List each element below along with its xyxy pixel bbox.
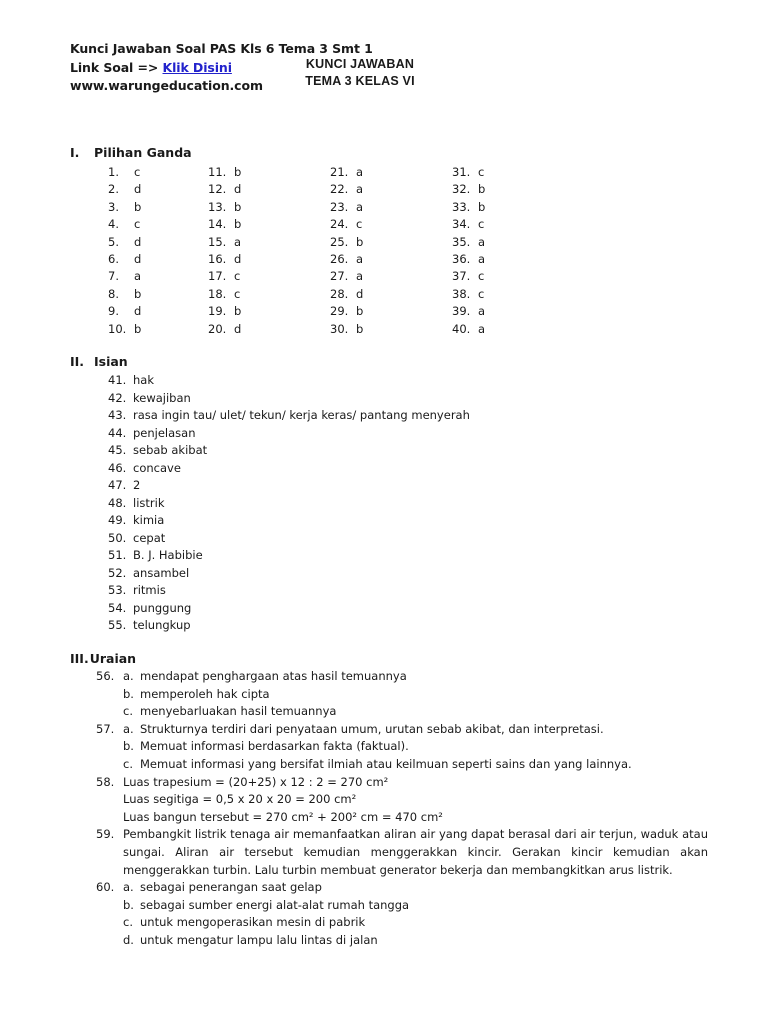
section-label-2: Isian <box>94 354 128 369</box>
answer-value: d <box>134 234 142 249</box>
answer-row <box>108 321 141 338</box>
answer-number: 22. <box>330 182 349 197</box>
answer-number: 1. <box>108 165 119 179</box>
isian-row <box>108 442 708 460</box>
answer-row <box>108 303 141 320</box>
answer-value: b <box>478 182 486 197</box>
isian-number: 41. <box>108 373 127 387</box>
isian-row <box>108 372 708 390</box>
answer-row <box>330 181 363 198</box>
isian-answer-text: kimia <box>133 513 165 527</box>
answer-value: c <box>134 165 141 179</box>
answer-number: 34. <box>452 217 471 232</box>
isian-answer-text: telungkup <box>133 618 191 632</box>
uraian-subitem-label: c. <box>123 756 133 771</box>
answer-row <box>452 251 485 268</box>
uraian-subitem-text: Memuat informasi yang bersifat ilmiah atau keilmuan seperti sains dan yang lainnya. <box>140 756 632 771</box>
answer-row <box>108 234 141 251</box>
uraian-answer-list <box>96 668 708 950</box>
answer-row <box>208 164 241 181</box>
isian-row <box>108 460 708 478</box>
isian-number: 45. <box>108 443 127 457</box>
uraian-subitem-label: d. <box>123 932 134 947</box>
uraian-number: 58. <box>96 774 115 789</box>
answer-value: d <box>234 182 242 197</box>
isian-number: 55. <box>108 618 127 632</box>
uraian-number: 57. <box>96 721 115 736</box>
isian-answer-text: sebab akibat <box>133 443 208 457</box>
isian-answer-text: hak <box>133 373 154 387</box>
answer-number: 37. <box>452 269 471 284</box>
isian-number: 52. <box>108 565 127 580</box>
uraian-subitem-text: Memuat informasi berdasarkan fakta (faktual). <box>140 739 409 754</box>
isian-number: 50. <box>108 530 127 545</box>
uraian-subitem <box>123 756 708 774</box>
isian-row <box>108 425 708 443</box>
uraian-subitem <box>123 879 708 897</box>
answer-column-1 <box>108 164 141 338</box>
answer-value: a <box>356 252 364 267</box>
answer-number: 18. <box>208 286 227 301</box>
uraian-item <box>96 721 708 774</box>
uraian-item <box>96 774 708 827</box>
isian-row <box>108 600 708 618</box>
isian-number: 53. <box>108 583 127 597</box>
answer-value: b <box>134 199 142 214</box>
section-heading-uraian <box>70 651 136 666</box>
answer-value: d <box>134 304 142 319</box>
isian-number: 44. <box>108 425 127 440</box>
isian-row <box>108 390 708 408</box>
answer-number: 20. <box>208 321 227 336</box>
answer-value: d <box>134 182 142 197</box>
answer-row <box>108 268 141 285</box>
answer-row <box>108 286 141 303</box>
answer-number: 38. <box>452 286 471 301</box>
isian-number: 46. <box>108 460 127 475</box>
answer-value: a <box>356 269 364 284</box>
answer-number: 12. <box>208 182 227 197</box>
answer-row <box>330 216 363 233</box>
answer-value: b <box>234 199 242 214</box>
uraian-body <box>123 668 708 721</box>
answer-number: 9. <box>108 304 119 319</box>
isian-number: 49. <box>108 513 127 527</box>
uraian-item <box>96 826 708 879</box>
answer-number: 40. <box>452 321 471 336</box>
isian-answer-text: ritmis <box>133 583 166 597</box>
uraian-subitem-label: a. <box>123 669 134 683</box>
answer-row <box>208 234 241 251</box>
answer-number: 15. <box>208 234 227 249</box>
isian-row <box>108 582 708 600</box>
answer-row <box>330 164 363 181</box>
uraian-paragraph: Pembangkit listrik tenaga air memanfaatkan aliran air yang dapat berasal dari air terjun, waduk atau sungai. Aliran air tersebut kemudian menggerakkan kincir. Gerakan kincir kemudian akan menggerakkan turbin. Lalu turbin membuat generator bekerja dan membangkitkan arus listrik. <box>123 827 708 877</box>
answer-row <box>330 199 363 216</box>
isian-answer-text: concave <box>133 460 181 475</box>
uraian-subitem-label: b. <box>123 739 134 754</box>
answer-number: 32. <box>452 182 471 197</box>
answer-value: a <box>478 321 486 336</box>
answer-value: b <box>356 234 364 249</box>
isian-number: 47. <box>108 478 127 492</box>
uraian-subitem <box>123 703 708 721</box>
uraian-subitem-text: memperoleh hak cipta <box>140 686 270 701</box>
answer-value: a <box>356 165 364 179</box>
isian-row <box>108 495 708 513</box>
uraian-item <box>96 879 708 949</box>
answer-number: 31. <box>452 165 471 179</box>
answer-number: 25. <box>330 234 349 249</box>
answer-column-3 <box>330 164 363 338</box>
uraian-number: 56. <box>96 669 115 683</box>
isian-number: 54. <box>108 600 127 615</box>
answer-row <box>108 181 141 198</box>
isian-answer-text: 2 <box>133 478 141 492</box>
uraian-subitem <box>123 738 708 756</box>
link-prefix-label: Link Soal => <box>70 59 159 75</box>
title-tema-kelas: TEMA 3 KELAS VI <box>305 74 415 88</box>
uraian-subitem-text: untuk mengoperasikan mesin di pabrik <box>140 915 366 930</box>
answer-row <box>208 321 241 338</box>
answer-value: a <box>134 269 142 284</box>
uraian-subitem-text: untuk mengatur lampu lalu lintas di jalan <box>140 932 378 947</box>
answer-value: c <box>478 269 485 284</box>
uraian-subitem-text: sebagai sumber energi alat-alat rumah tangga <box>140 897 410 912</box>
uraian-subitem-label: b. <box>123 686 134 701</box>
uraian-number: 59. <box>96 827 115 842</box>
uraian-subitem-label: c. <box>123 704 133 719</box>
answer-row <box>330 268 363 285</box>
uraian-subitem-text: sebagai penerangan saat gelap <box>140 880 322 895</box>
answer-row <box>208 268 241 285</box>
answer-number: 36. <box>452 252 471 267</box>
document-title-block <box>0 56 720 90</box>
answer-number: 2. <box>108 182 119 197</box>
answer-number: 28. <box>330 286 349 301</box>
uraian-subitem-label: c. <box>123 915 133 930</box>
answer-row <box>208 216 241 233</box>
isian-number: 43. <box>108 408 127 422</box>
answer-value: c <box>134 217 141 232</box>
answer-row <box>208 303 241 320</box>
answer-row <box>208 251 241 268</box>
answer-number: 17. <box>208 269 227 284</box>
answer-row <box>452 181 485 198</box>
answer-value: b <box>478 199 486 214</box>
section-numeral-2: II. <box>70 354 85 369</box>
answer-number: 11. <box>208 165 227 179</box>
answer-value: c <box>234 269 241 284</box>
answer-value: a <box>478 252 486 267</box>
answer-value: a <box>478 304 486 319</box>
answer-number: 7. <box>108 269 119 284</box>
answer-column-4 <box>452 164 485 338</box>
answer-row <box>108 251 141 268</box>
uraian-formula-line: Luas segitiga = 0,5 x 20 x 20 = 200 cm² <box>123 792 357 807</box>
answer-number: 29. <box>330 304 349 319</box>
answer-row <box>330 251 363 268</box>
answer-row <box>452 286 485 303</box>
answer-column-2 <box>208 164 241 338</box>
answer-row <box>208 199 241 216</box>
answer-number: 39. <box>452 304 471 319</box>
answer-value: d <box>356 286 364 301</box>
answer-row <box>452 164 485 181</box>
isian-row <box>108 547 708 565</box>
uraian-subitem <box>123 932 708 950</box>
answer-row <box>452 303 485 320</box>
answer-number: 4. <box>108 217 119 232</box>
answer-row <box>452 268 485 285</box>
answer-value: d <box>234 321 242 336</box>
answer-value: b <box>134 286 142 301</box>
isian-answer-text: rasa ingin tau/ ulet/ tekun/ kerja keras/ pantang menyerah <box>133 408 470 422</box>
answer-number: 8. <box>108 286 119 301</box>
answer-row <box>452 199 485 216</box>
uraian-item <box>96 668 708 721</box>
answer-number: 6. <box>108 252 119 267</box>
answer-value: a <box>356 199 364 214</box>
uraian-body <box>123 879 708 949</box>
answer-number: 27. <box>330 269 349 284</box>
answer-value: d <box>234 252 242 267</box>
uraian-subitem-text: mendapat penghargaan atas hasil temuannya <box>140 669 407 683</box>
isian-answer-text: penjelasan <box>133 425 196 440</box>
answer-row <box>330 286 363 303</box>
isian-row <box>108 477 708 495</box>
section-label-3: Uraian <box>89 651 137 666</box>
isian-answer-text: ansambel <box>133 565 190 580</box>
answer-value: b <box>356 304 364 319</box>
answer-value: b <box>356 321 364 336</box>
section-heading-isian <box>70 354 128 369</box>
answer-number: 16. <box>208 252 227 267</box>
isian-number: 42. <box>108 390 127 405</box>
answer-row <box>208 181 241 198</box>
answer-number: 24. <box>330 217 349 232</box>
section-numeral-1: I. <box>70 145 80 160</box>
answer-number: 26. <box>330 252 349 267</box>
answer-value: a <box>478 234 486 249</box>
answer-number: 14. <box>208 217 227 232</box>
uraian-formula-line: Luas trapesium = (20+25) x 12 : 2 = 270 cm² <box>123 774 389 789</box>
answer-value: b <box>234 217 242 232</box>
isian-row <box>108 565 708 583</box>
isian-row <box>108 530 708 548</box>
isian-answer-list <box>108 372 708 635</box>
isian-answer-text: cepat <box>133 530 166 545</box>
section-heading-pilihan-ganda <box>70 145 192 160</box>
answer-row <box>108 216 141 233</box>
answer-row <box>330 321 363 338</box>
isian-row <box>108 407 708 425</box>
answer-number: 30. <box>330 321 349 336</box>
answer-value: b <box>234 304 242 319</box>
isian-number: 51. <box>108 548 127 562</box>
answer-value: a <box>356 182 364 197</box>
answer-row <box>452 321 485 338</box>
answer-number: 13. <box>208 199 227 214</box>
answer-row <box>108 199 141 216</box>
answer-row <box>452 234 485 251</box>
section-label-1: Pilihan Ganda <box>94 145 192 160</box>
header-title-line: Kunci Jawaban Soal PAS Kls 6 Tema 3 Smt 1 <box>70 41 373 56</box>
uraian-number: 60. <box>96 880 115 895</box>
uraian-subitem-label: a. <box>123 721 134 736</box>
klik-disini-link[interactable]: Klik Disini <box>162 59 232 75</box>
isian-answer-text: B. J. Habibie <box>133 548 203 562</box>
isian-row <box>108 617 708 635</box>
uraian-body <box>123 774 708 827</box>
isian-answer-text: punggung <box>133 600 192 615</box>
answer-row <box>452 216 485 233</box>
uraian-body <box>123 721 708 774</box>
uraian-subitem <box>123 686 708 704</box>
answer-value: c <box>356 217 363 232</box>
answer-value: c <box>478 217 485 232</box>
answer-value: a <box>234 234 242 249</box>
uraian-subitem-label: b. <box>123 897 134 912</box>
uraian-subitem <box>123 721 708 739</box>
answer-value: c <box>234 286 241 301</box>
uraian-body <box>123 826 708 879</box>
isian-answer-text: kewajiban <box>133 390 191 405</box>
uraian-subitem <box>123 914 708 932</box>
section-numeral-3: III. <box>70 651 89 666</box>
answer-value: b <box>134 321 142 336</box>
answer-number: 21. <box>330 165 349 179</box>
answer-number: 5. <box>108 234 119 249</box>
isian-row <box>108 512 708 530</box>
uraian-formula-line: Luas bangun tersebut = 270 cm² + 200² cm = 470 cm² <box>123 809 443 824</box>
answer-number: 10. <box>108 321 127 336</box>
isian-number: 48. <box>108 495 127 510</box>
answer-value: d <box>134 252 142 267</box>
answer-value: c <box>478 286 485 301</box>
answer-row <box>330 303 363 320</box>
answer-number: 19. <box>208 304 227 319</box>
answer-number: 23. <box>330 199 349 214</box>
uraian-subitem <box>123 897 708 915</box>
isian-answer-text: listrik <box>133 495 165 510</box>
uraian-subitem-text: menyebarluakan hasil temuannya <box>140 704 337 719</box>
answer-value: c <box>478 165 485 179</box>
multiple-choice-answer-grid <box>0 164 768 334</box>
answer-row <box>330 234 363 251</box>
answer-row <box>208 286 241 303</box>
answer-number: 33. <box>452 199 471 214</box>
uraian-subitem-label: a. <box>123 880 134 895</box>
answer-number: 35. <box>452 234 471 249</box>
title-kunci-jawaban: KUNCI JAWABAN <box>305 57 415 71</box>
uraian-subitem-text: Strukturnya terdiri dari penyataan umum, urutan sebab akibat, dan interpretasi. <box>140 721 604 736</box>
uraian-subitem <box>123 668 708 686</box>
answer-row <box>108 164 141 181</box>
answer-number: 3. <box>108 199 119 214</box>
answer-value: b <box>234 165 242 179</box>
header-website-line: www.warungeducation.com <box>70 78 263 93</box>
